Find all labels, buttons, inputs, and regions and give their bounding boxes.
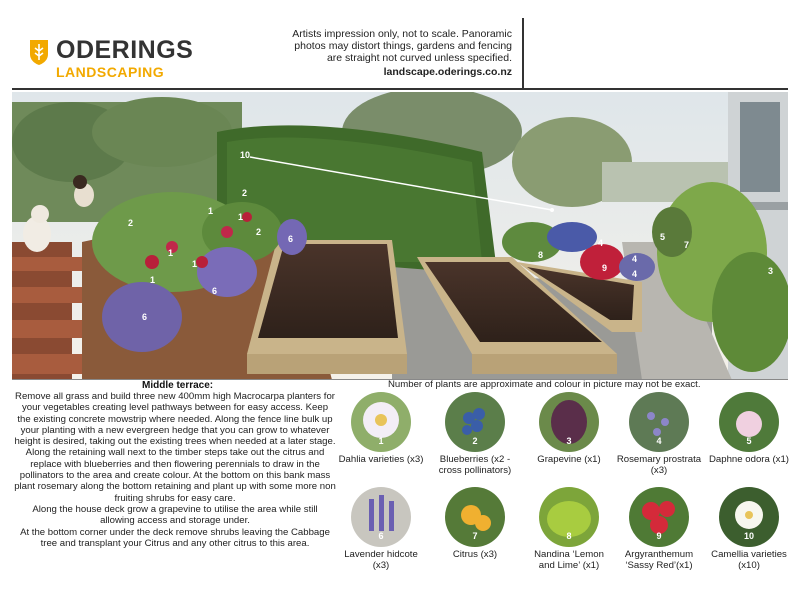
argyranthemum-photo [629, 487, 689, 547]
plant-card-lavender [338, 487, 424, 572]
plant-name: Nandina ‘Lemon and Lime’ (x1) [534, 549, 604, 572]
description-paragraph: Remove all grass and build three new 400mm high Macrocarpa planters for your vegetables creating level pathways between for easy access. Keep the existing concrete mowstrip where needed. Along the fence line bulk up your planting with a new evergreen hedge that you can grow to whatever height is desired, taking out the existing trees when needed at a later stage. Along the retaining wall next to the timber steps take out the citrus and replace with blueberries and then flowering perennials to draw in the pollinators to the area and create colour. At the bottom on this bank mass plant rosemary along the bottom retaining and plant up with some more non fruiting shrubs for easy care. [14, 391, 336, 504]
rosemary-photo [629, 392, 689, 452]
garden-scene [12, 92, 788, 380]
daphne-photo [719, 392, 779, 452]
plant-name: Lavender hidcote (x3) [344, 549, 418, 572]
callout-10: 10 [240, 150, 251, 160]
plant-name: Dahlia varieties (x3) [338, 454, 424, 465]
brand-subtitle: LANDSCAPING [56, 64, 165, 80]
lavender-photo [351, 487, 411, 547]
plant-card-nandina [526, 487, 612, 572]
plant-number: 3 [566, 436, 572, 446]
callout-3: 3 [768, 266, 774, 276]
callout-1c: 1 [168, 248, 174, 258]
header-divider-vertical [522, 18, 524, 88]
citrus-photo [445, 487, 505, 547]
plant-number: 6 [378, 531, 384, 541]
callout-1e: 1 [192, 259, 198, 269]
callout-2b: 2 [128, 218, 134, 228]
header-divider-horizontal [12, 88, 788, 90]
callout-1a: 1 [208, 206, 214, 216]
plant-number: 9 [656, 531, 662, 541]
disclaimer-text: Artists impression only, not to scale. Panoramic photos may distort things, gardens and fencing are straight not curved unless specified. [292, 28, 512, 64]
plant-number: 7 [472, 531, 478, 541]
plant-name: Argyranthemum ‘Sassy Red’(x1) [624, 549, 694, 572]
plant-name: Daphne odora (x1) [709, 454, 789, 465]
callout-4c: 4 [632, 269, 638, 279]
plants-note: Number of plants are approximate and colour in picture may not be exact. [388, 379, 701, 390]
plant-card-grapevine [526, 392, 612, 465]
plant-card-rosemary [616, 392, 702, 477]
plant-number: 5 [746, 436, 752, 446]
website-link[interactable]: landscape.oderings.co.nz [383, 66, 512, 78]
logo-mark-icon [28, 38, 50, 66]
callout-1b: 1 [238, 212, 244, 222]
plant-card-argyranthemum [616, 487, 702, 572]
callout-7: 7 [684, 240, 690, 250]
plant-card-daphne [706, 392, 792, 465]
grapevine-photo [539, 392, 599, 452]
plant-number: 4 [656, 436, 662, 446]
section-description [14, 391, 336, 549]
plant-name: Grapevine (x1) [537, 454, 601, 465]
plant-card-camellia [706, 487, 792, 572]
description-paragraph: At the bottom corner under the deck remove shrubs leaving the Cabbage tree and transplant your Citrus and any other citrus to this area. [20, 526, 330, 549]
plant-number: 8 [566, 531, 572, 541]
plant-name: Rosemary prostrata (x3) [616, 454, 702, 477]
plant-card-dahlia [338, 392, 424, 465]
callout-4b: 4 [632, 254, 638, 264]
callout-8: 8 [538, 250, 544, 260]
plant-name: Citrus (x3) [452, 549, 498, 560]
nandina-photo [539, 487, 599, 547]
plant-name: Blueberries (x2 - cross pollinators) [438, 454, 512, 477]
callout-1d: 1 [150, 275, 156, 285]
callout-2a: 2 [242, 188, 248, 198]
plant-card-blueberries [432, 392, 518, 477]
callout-5: 5 [660, 232, 666, 242]
brand-name: ODERINGS [56, 36, 194, 64]
section-title: Middle terrace: [142, 380, 214, 391]
callout-6b: 6 [212, 286, 218, 296]
callout-6a: 6 [288, 234, 294, 244]
plant-card-citrus [432, 487, 518, 560]
plant-name: Camellia varieties (x10) [711, 549, 787, 572]
camellia-photo [719, 487, 779, 547]
callout-2c: 2 [256, 227, 262, 237]
dahlia-photo [351, 392, 411, 452]
brand-logo [28, 36, 198, 84]
callout-4a: 4 [598, 238, 604, 248]
plant-number: 2 [472, 436, 478, 446]
plant-number: 1 [378, 436, 384, 446]
blueberries-photo [445, 392, 505, 452]
callout-9: 9 [602, 263, 608, 273]
callout-6c: 6 [142, 312, 148, 322]
description-paragraph: Along the house deck grow a grapevine to utilise the area while still allowing access and storage under. [32, 503, 318, 527]
plant-number: 10 [743, 531, 754, 541]
garden-impression-image [12, 92, 788, 380]
